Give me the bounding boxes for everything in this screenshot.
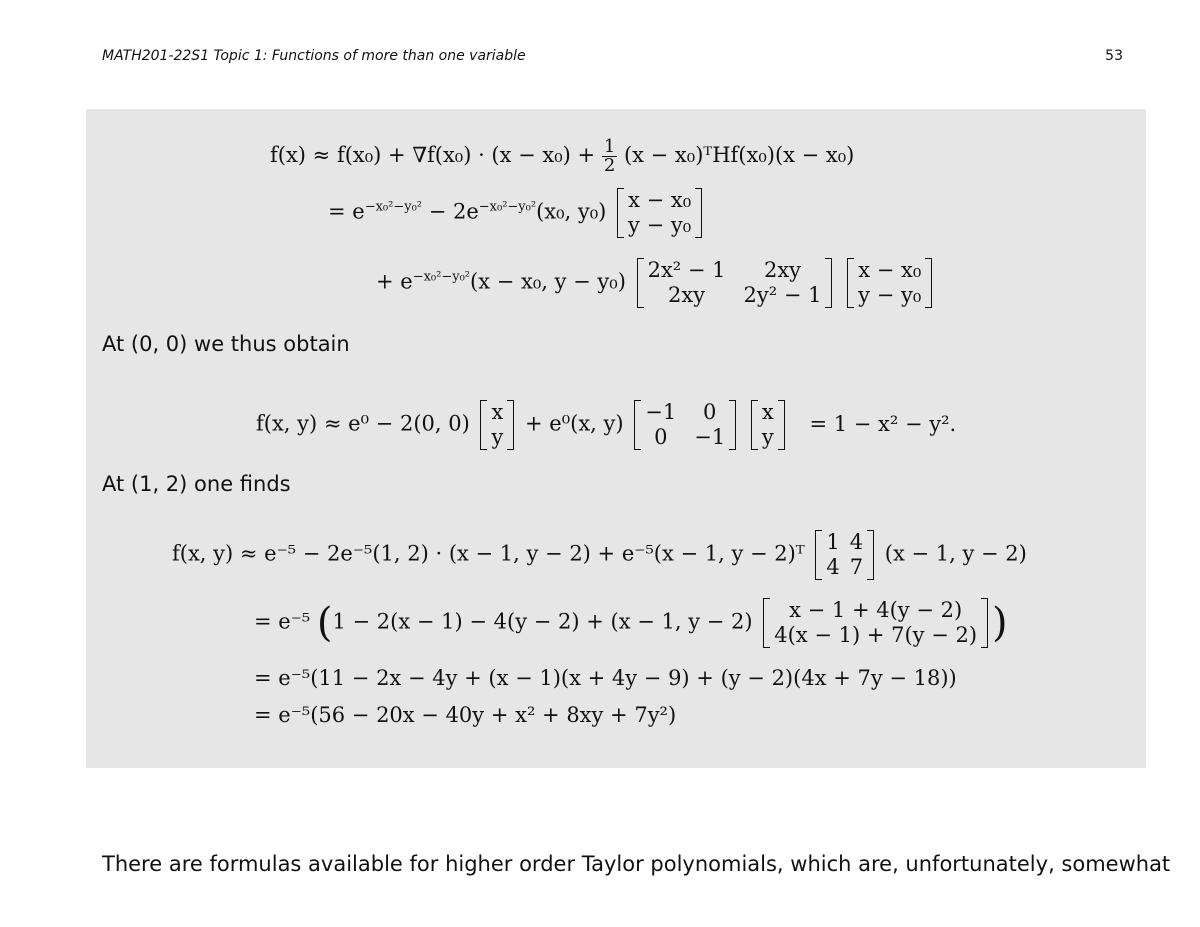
eq2-exponent-2: −x₀²−y₀² [478,199,537,215]
body-paragraph: There are formulas available for higher order Taylor polynomials, which are, unfortunately, somewhat [102,852,1171,876]
running-header-title: MATH201-22S1 Topic 1: Functions of more than one variable [102,48,526,64]
matrix-entry: 1 [826,530,840,554]
page-number: 53 [1105,48,1123,64]
matrix-entry: −1 [694,425,726,449]
expansion-line-2: = e⁻⁵(11 − 2x − 4y + (x − 1)(x + 4y − 9) + (y − 2)(4x + 7y − 18)) [254,666,957,690]
vector-entry: y − y₀ [628,213,692,237]
eq1-tail: (x − x₀)ᵀHf(x₀)(x − x₀) [623,143,855,167]
hessian-term-line [376,258,936,308]
matrix-entry: 4 [826,555,840,579]
eq5-lhs: f(x, y) ≈ e⁻⁵ − 2e⁻⁵(1, 2) · (x − 1, y − 2) + e⁻⁵(x − 1, y − 2)ᵀ [172,541,805,566]
eq4-lhs: f(x, y) ≈ e⁰ − 2(0, 0) [256,411,470,436]
fraction-numerator: 1 [603,136,616,157]
eq6-prefix: = e⁻⁵ [254,609,311,634]
displacement-vector [617,188,702,238]
vector-entry: x [491,400,504,424]
vector-entry: x − x₀ [628,188,692,212]
eq2-exponent: −x₀²−y₀² [364,199,423,215]
hessian-at-1-2 [815,530,874,580]
fraction-denominator: 2 [603,155,616,176]
matrix-entry: 2xy [763,258,802,282]
vector-entry: 4(x − 1) + 7(y − 2) [774,623,978,647]
vector-entry: y [761,425,774,449]
matrix-entry: −1 [645,400,677,424]
eq3-exponent: −x₀²−y₀² [412,269,471,285]
eq2-prefix: = e [328,199,365,224]
matrix-entry: 0 [654,425,668,449]
eq3-prefix: + e [376,269,413,294]
taylor-formula-line [270,138,854,175]
matrix-entry: 7 [849,555,864,579]
vector-entry: y [491,425,504,449]
vector-entry: x − x₀ [858,258,922,282]
matrix-entry: 2y² − 1 [743,283,822,307]
hessian-matrix [637,258,833,308]
eq4-mid: + e⁰(x, y) [525,411,624,436]
matrix-entry: 0 [703,400,717,424]
text-at-1-2: At (1, 2) one finds [102,472,291,496]
approximation-at-origin [256,400,956,450]
matrix-entry: 2xy [668,283,706,307]
eq2-mid: − 2e [428,199,479,224]
expansion-line-1: = e⁻⁵ (1 − 2(x − 1) − 4(y − 2) + (x − 1, y − 2) x − 1 + 4(y − 2) 4(x − 1) + 7(y − 2) ) [254,598,1008,647]
product-vector [763,598,988,648]
vector-entry: x [761,400,774,424]
xy-vector [751,400,785,450]
hessian-at-origin [634,400,736,450]
gradient-term-line [328,188,706,238]
eq6-inner: 1 − 2(x − 1) − 4(y − 2) + (x − 1, y − 2) [332,609,753,634]
xy-vector [480,400,514,450]
vector-entry: x − 1 + 4(y − 2) [789,598,963,622]
vector-entry: y − y₀ [858,283,922,307]
expansion-line-3: = e⁻⁵(56 − 20x − 40y + x² + 8xy + 7y²) [254,703,677,727]
text-at-origin: At (0, 0) we thus obtain [102,332,350,356]
matrix-entry: 2x² − 1 [647,258,726,282]
eq5-rhs: (x − 1, y − 2) [884,541,1027,566]
matrix-entry: 4 [849,530,864,554]
eq4-rhs: = 1 − x² − y². [809,411,957,436]
eq1-lhs: f(x) ≈ f(x₀) + ∇f(x₀) · (x − x₀) + [270,143,602,167]
displacement-vector [847,258,932,308]
eq2-after: (x₀, y₀) [536,199,607,224]
one-half-fraction [602,138,617,175]
eq3-after: (x − x₀, y − y₀) [470,269,626,294]
approximation-at-1-2 [172,530,1027,580]
